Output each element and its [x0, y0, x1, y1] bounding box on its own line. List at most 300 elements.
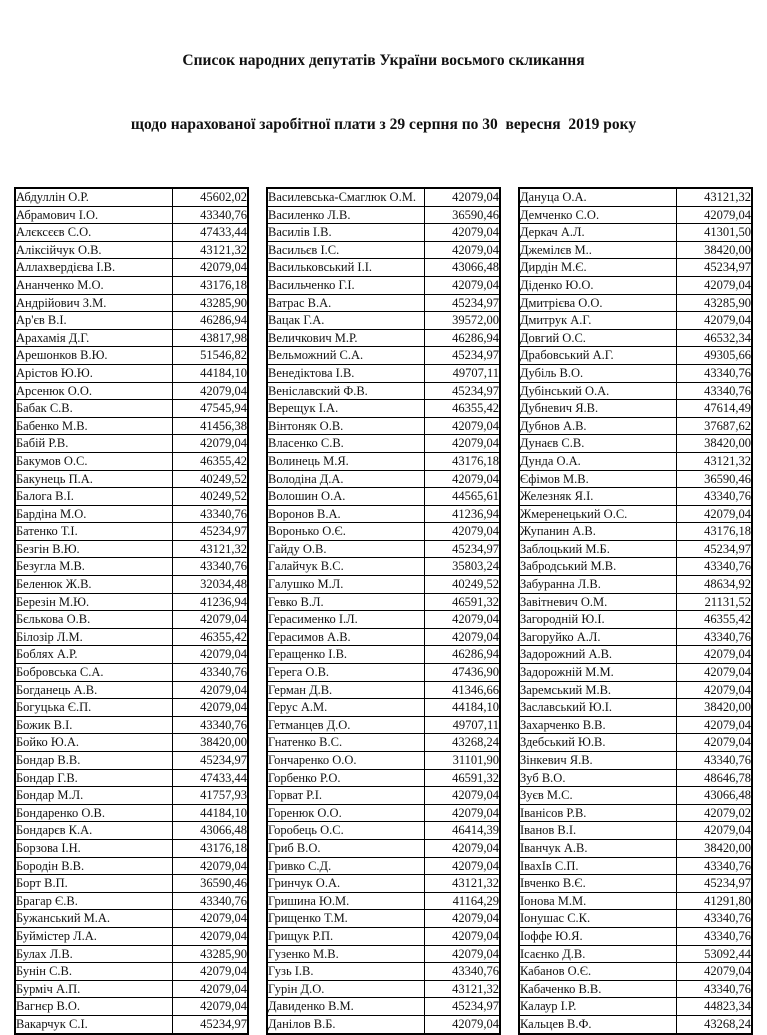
deputy-name: Березін М.Ю. — [15, 593, 173, 611]
deputy-name: Іванчук А.В. — [519, 839, 677, 857]
salary-amount: 42079,04 — [173, 927, 248, 945]
deputy-name: Дмитрук А.Г. — [519, 312, 677, 330]
deputy-name: Геращенко І.В. — [267, 646, 425, 664]
table-row — [15, 787, 248, 805]
deputy-name: Василенко Л.В. — [267, 206, 425, 224]
salary-amount: 45234,97 — [677, 875, 752, 893]
salary-amount: 43268,24 — [425, 734, 500, 752]
table-row — [519, 593, 752, 611]
deputy-name: Ананченко М.О. — [15, 276, 173, 294]
table-row — [519, 417, 752, 435]
salary-amount: 43268,24 — [677, 1015, 752, 1033]
salary-amount: 46286,94 — [425, 329, 500, 347]
salary-amount: 42079,04 — [425, 628, 500, 646]
table-row — [267, 206, 500, 224]
table-row — [15, 611, 248, 629]
salary-amount: 44565,61 — [425, 488, 500, 506]
deputy-name: Гривко С.Д. — [267, 857, 425, 875]
deputy-name: Жупанин А.В. — [519, 523, 677, 541]
salary-amount: 44184,10 — [173, 364, 248, 382]
table-row — [15, 329, 248, 347]
salary-amount: 46414,39 — [425, 822, 500, 840]
salary-amount: 42079,04 — [425, 224, 500, 242]
deputy-name: Бурміч А.П. — [15, 980, 173, 998]
deputy-name: Васильєв І.С. — [267, 241, 425, 259]
deputy-name: Герасименко І.Л. — [267, 611, 425, 629]
table-row — [519, 206, 752, 224]
deputy-name: Абдуллін О.Р. — [15, 188, 173, 206]
table-row — [519, 681, 752, 699]
deputy-name: Діденко Ю.О. — [519, 276, 677, 294]
salary-amount: 47436,90 — [425, 664, 500, 682]
deputy-name: Абрамович І.О. — [15, 206, 173, 224]
deputy-name: Вагнєр В.О. — [15, 998, 173, 1016]
table-row — [267, 294, 500, 312]
salary-amount: 43285,90 — [677, 294, 752, 312]
table-row — [267, 417, 500, 435]
table-row — [519, 470, 752, 488]
deputy-name: Дубіль В.О. — [519, 364, 677, 382]
deputy-name: Герус А.М. — [267, 699, 425, 717]
salary-amount: 43340,76 — [677, 857, 752, 875]
table-row — [519, 540, 752, 558]
deputy-name: Гнатенко В.С. — [267, 734, 425, 752]
table-row — [15, 452, 248, 470]
table-row — [267, 312, 500, 330]
deputy-name: Забродський М.В. — [519, 558, 677, 576]
deputy-name: Борзова І.Н. — [15, 839, 173, 857]
table-row — [15, 188, 248, 206]
table-row — [519, 558, 752, 576]
deputy-name: Бакумов О.С. — [15, 452, 173, 470]
table-row — [519, 910, 752, 928]
salary-amount: 42079,04 — [173, 259, 248, 277]
deputy-name: Арістов Ю.Ю. — [15, 364, 173, 382]
table-row — [519, 628, 752, 646]
deputy-name: Буймістер Л.А. — [15, 927, 173, 945]
table-row — [267, 945, 500, 963]
deputy-name: Алєксєєв С.О. — [15, 224, 173, 242]
table-row — [267, 1015, 500, 1033]
table-row — [15, 400, 248, 418]
deputy-name: Величкович М.Р. — [267, 329, 425, 347]
table-row — [15, 998, 248, 1016]
deputy-name: Балога В.І. — [15, 488, 173, 506]
salary-amount: 42079,04 — [677, 822, 752, 840]
salary-amount: 42079,04 — [173, 699, 248, 717]
salary-amount: 42079,04 — [425, 276, 500, 294]
salary-amount: 43340,76 — [677, 364, 752, 382]
salary-amount: 44184,10 — [425, 699, 500, 717]
deputy-name: Зуб В.О. — [519, 769, 677, 787]
salary-amount: 43340,76 — [173, 892, 248, 910]
salary-amount: 47545,94 — [173, 400, 248, 418]
salary-amount: 41291,80 — [677, 892, 752, 910]
table-row — [15, 857, 248, 875]
salary-amount: 45234,97 — [425, 294, 500, 312]
table-row — [15, 945, 248, 963]
deputy-name: Володіна Д.А. — [267, 470, 425, 488]
deputy-name: Борт В.П. — [15, 875, 173, 893]
deputy-name: Бунін С.В. — [15, 963, 173, 981]
deputy-name: Іонова М.М. — [519, 892, 677, 910]
deputy-name: Бєлькова О.В. — [15, 611, 173, 629]
deputy-name: Вінтоняк О.В. — [267, 417, 425, 435]
deputy-name: Герман Д.В. — [267, 681, 425, 699]
salary-amount: 43340,76 — [677, 488, 752, 506]
table-row — [519, 998, 752, 1016]
table-row — [267, 576, 500, 594]
table-row — [267, 276, 500, 294]
table-row — [15, 664, 248, 682]
deputy-name: Демченко С.О. — [519, 206, 677, 224]
deputy-name: Аллахвердієва І.В. — [15, 259, 173, 277]
salary-amount: 43340,76 — [677, 980, 752, 998]
deputy-name: Ар'єв В.І. — [15, 312, 173, 330]
deputy-name: Бабенко М.В. — [15, 417, 173, 435]
salary-amount: 45234,97 — [173, 1015, 248, 1033]
salary-amount: 49707,11 — [425, 716, 500, 734]
salary-amount: 43340,76 — [677, 927, 752, 945]
salary-amount: 45234,97 — [425, 382, 500, 400]
deputy-name: Бабій Р.В. — [15, 435, 173, 453]
salary-amount: 42079,04 — [425, 804, 500, 822]
salary-amount: 45234,97 — [677, 540, 752, 558]
table-row — [267, 857, 500, 875]
deputy-name: Зуєв М.С. — [519, 787, 677, 805]
table-row — [519, 364, 752, 382]
salary-amount: 43176,18 — [425, 452, 500, 470]
deputy-name: Білозір Л.М. — [15, 628, 173, 646]
deputy-name: Іонушас С.К. — [519, 910, 677, 928]
deputy-name: Боблях А.Р. — [15, 646, 173, 664]
salary-amount: 51546,82 — [173, 347, 248, 365]
table-row — [519, 646, 752, 664]
deputy-name: Васильковський І.І. — [267, 259, 425, 277]
salary-amount: 43340,76 — [173, 206, 248, 224]
salary-amount: 53092,44 — [677, 945, 752, 963]
salary-amount: 42079,04 — [425, 857, 500, 875]
deputy-name: Жмеренецький О.С. — [519, 505, 677, 523]
title-line-2: щодо нарахованої заробітної плати з 29 серпня по 30 вересня 2019 року — [130, 115, 637, 133]
deputy-name: Бардіна М.О. — [15, 505, 173, 523]
salary-amount: 43121,32 — [425, 980, 500, 998]
table-row — [519, 576, 752, 594]
table-row — [15, 804, 248, 822]
deputy-name: Забуранна Л.В. — [519, 576, 677, 594]
deputy-name: Іванісов Р.В. — [519, 804, 677, 822]
deputy-name: Герега О.В. — [267, 664, 425, 682]
salary-amount: 42079,04 — [425, 839, 500, 857]
table-row — [267, 875, 500, 893]
salary-amount: 36590,46 — [173, 875, 248, 893]
table-row — [15, 628, 248, 646]
table-row — [519, 224, 752, 242]
table-row — [267, 892, 500, 910]
salary-amount: 42079,04 — [677, 716, 752, 734]
deputy-name: Загородній Ю.І. — [519, 611, 677, 629]
table-row — [267, 364, 500, 382]
salary-amount: 46286,94 — [173, 312, 248, 330]
table-row — [267, 646, 500, 664]
deputy-name: Дунда О.А. — [519, 452, 677, 470]
salary-amount: 38420,00 — [677, 241, 752, 259]
salary-amount: 42079,04 — [425, 787, 500, 805]
table-row — [15, 224, 248, 242]
table-row — [267, 505, 500, 523]
table-row — [267, 822, 500, 840]
deputy-name: Кабаченко В.В. — [519, 980, 677, 998]
salary-table-3 — [518, 187, 753, 1035]
salary-amount: 46355,42 — [173, 452, 248, 470]
salary-amount: 45234,97 — [425, 998, 500, 1016]
deputy-name: Дубінський О.А. — [519, 382, 677, 400]
table-row — [15, 470, 248, 488]
deputy-name: Драбовський А.Г. — [519, 347, 677, 365]
deputy-name: Заблоцький М.Б. — [519, 540, 677, 558]
deputy-name: Іоффе Ю.Я. — [519, 927, 677, 945]
deputy-name: Здебський Ю.В. — [519, 734, 677, 752]
table-row — [15, 259, 248, 277]
table-row — [519, 312, 752, 330]
salary-amount: 49305,66 — [677, 347, 752, 365]
table-row — [15, 822, 248, 840]
salary-amount: 42079,04 — [425, 910, 500, 928]
table-row — [15, 276, 248, 294]
table-row — [267, 998, 500, 1016]
salary-amount: 45234,97 — [425, 347, 500, 365]
salary-amount: 42079,04 — [425, 1015, 500, 1033]
table-row — [267, 804, 500, 822]
deputy-name: Івченко В.Є. — [519, 875, 677, 893]
deputy-name: Богданець А.В. — [15, 681, 173, 699]
table-row — [15, 435, 248, 453]
deputy-name: Горенюк О.О. — [267, 804, 425, 822]
table-row — [15, 1015, 248, 1033]
table-row — [267, 734, 500, 752]
salary-amount: 43121,32 — [677, 188, 752, 206]
table-row — [519, 329, 752, 347]
salary-amount: 37687,62 — [677, 417, 752, 435]
salary-amount: 42079,04 — [677, 505, 752, 523]
salary-amount: 40249,52 — [173, 488, 248, 506]
deputy-name: Грищенко Т.М. — [267, 910, 425, 928]
salary-amount: 42079,04 — [173, 435, 248, 453]
deputy-name: Гетманцев Д.О. — [267, 716, 425, 734]
table-row — [15, 593, 248, 611]
deputy-name: Дануца О.А. — [519, 188, 677, 206]
table-row — [519, 734, 752, 752]
table-row — [15, 294, 248, 312]
table-row — [519, 945, 752, 963]
deputy-name: Дубнов А.В. — [519, 417, 677, 435]
table-row — [519, 804, 752, 822]
deputy-name: Арсенюк О.О. — [15, 382, 173, 400]
deputy-name: Галайчук В.С. — [267, 558, 425, 576]
deputy-name: Безгін В.Ю. — [15, 540, 173, 558]
table-row — [15, 839, 248, 857]
salary-amount: 41236,94 — [173, 593, 248, 611]
salary-amount: 43817,98 — [173, 329, 248, 347]
deputy-name: Бабак С.В. — [15, 400, 173, 418]
deputy-name: Веніславский Ф.В. — [267, 382, 425, 400]
table-row — [267, 980, 500, 998]
deputy-name: Железняк Я.І. — [519, 488, 677, 506]
salary-amount: 38420,00 — [173, 734, 248, 752]
deputy-name: Андрійович З.М. — [15, 294, 173, 312]
salary-amount: 43176,18 — [677, 523, 752, 541]
table-row — [267, 452, 500, 470]
table-row — [15, 980, 248, 998]
salary-amount: 46591,32 — [425, 593, 500, 611]
deputy-name: Гузь І.В. — [267, 963, 425, 981]
deputy-name: Бондар М.Л. — [15, 787, 173, 805]
table-row — [267, 752, 500, 770]
table-row — [519, 769, 752, 787]
salary-amount: 42079,04 — [173, 611, 248, 629]
salary-amount: 45234,97 — [173, 752, 248, 770]
deputy-name: Горбенко Р.О. — [267, 769, 425, 787]
table-row — [519, 927, 752, 945]
salary-amount: 43121,32 — [173, 540, 248, 558]
salary-amount: 42079,04 — [425, 470, 500, 488]
table-row — [15, 347, 248, 365]
table-row — [267, 927, 500, 945]
table-row — [519, 857, 752, 875]
table-row — [15, 716, 248, 734]
deputy-name: Дубневич Я.В. — [519, 400, 677, 418]
salary-amount: 42079,04 — [173, 980, 248, 998]
table-row — [15, 241, 248, 259]
table-row — [519, 382, 752, 400]
table-row — [267, 347, 500, 365]
deputy-name: Арешонков В.Ю. — [15, 347, 173, 365]
salary-amount: 42079,04 — [677, 664, 752, 682]
deputy-name: Задорожній М.М. — [519, 664, 677, 682]
table-row — [519, 839, 752, 857]
table-row — [15, 206, 248, 224]
deputy-name: Воронько О.Є. — [267, 523, 425, 541]
table-row — [519, 963, 752, 981]
deputy-name: Захарченко В.В. — [519, 716, 677, 734]
deputy-name: Герасимов А.В. — [267, 628, 425, 646]
salary-amount: 38420,00 — [677, 699, 752, 717]
table-row — [267, 593, 500, 611]
table-row — [267, 224, 500, 242]
salary-amount: 42079,04 — [173, 998, 248, 1016]
table-row — [519, 259, 752, 277]
deputy-name: Заремський М.В. — [519, 681, 677, 699]
salary-amount: 42079,04 — [425, 417, 500, 435]
salary-tables — [0, 187, 767, 1035]
table-row — [519, 611, 752, 629]
deputy-name: Беленюк Ж.В. — [15, 576, 173, 594]
table-row — [519, 699, 752, 717]
salary-amount: 46591,32 — [425, 769, 500, 787]
deputy-name: Дмитрієва О.О. — [519, 294, 677, 312]
table-row — [519, 716, 752, 734]
salary-amount: 47614,49 — [677, 400, 752, 418]
table-row — [267, 540, 500, 558]
table-row — [15, 312, 248, 330]
table-row — [267, 523, 500, 541]
salary-amount: 46532,34 — [677, 329, 752, 347]
salary-amount: 48646,78 — [677, 769, 752, 787]
salary-amount: 41346,66 — [425, 681, 500, 699]
table-row — [15, 523, 248, 541]
deputy-name: Загоруйко А.Л. — [519, 628, 677, 646]
salary-amount: 43340,76 — [677, 382, 752, 400]
salary-table-2 — [266, 187, 501, 1035]
deputy-name: Булах Л.В. — [15, 945, 173, 963]
deputy-name: Дунаєв С.В. — [519, 435, 677, 453]
table-row — [267, 435, 500, 453]
deputy-name: Ісаєнко Д.В. — [519, 945, 677, 963]
salary-amount: 41164,29 — [425, 892, 500, 910]
salary-amount: 45234,97 — [173, 523, 248, 541]
salary-amount: 43340,76 — [677, 910, 752, 928]
salary-amount: 42079,04 — [173, 963, 248, 981]
table-row — [519, 294, 752, 312]
salary-amount: 47433,44 — [173, 769, 248, 787]
salary-amount: 43121,32 — [677, 452, 752, 470]
table-row — [267, 329, 500, 347]
deputy-name: Гайду О.В. — [267, 540, 425, 558]
table-row — [15, 910, 248, 928]
salary-amount: 41301,50 — [677, 224, 752, 242]
salary-amount: 42079,04 — [425, 945, 500, 963]
salary-amount: 32034,48 — [173, 576, 248, 594]
salary-amount: 45234,97 — [677, 259, 752, 277]
deputy-name: Давиденко В.М. — [267, 998, 425, 1016]
deputy-name: Довгий О.С. — [519, 329, 677, 347]
deputy-name: Заславський Ю.І. — [519, 699, 677, 717]
deputy-name: Горобець О.С. — [267, 822, 425, 840]
table-row — [519, 488, 752, 506]
deputy-name: Бобровська С.А. — [15, 664, 173, 682]
salary-amount: 46355,42 — [173, 628, 248, 646]
deputy-name: Батенко Т.І. — [15, 523, 173, 541]
deputy-name: Бакунець П.А. — [15, 470, 173, 488]
deputy-name: Гриб В.О. — [267, 839, 425, 857]
table-row — [519, 980, 752, 998]
table-row — [15, 646, 248, 664]
deputy-name: Арахамія Д.Г. — [15, 329, 173, 347]
deputy-name: Калаур І.Р. — [519, 998, 677, 1016]
deputy-name: Брагар Є.В. — [15, 892, 173, 910]
table-row — [267, 400, 500, 418]
table-row — [15, 875, 248, 893]
salary-table-1 — [14, 187, 249, 1035]
salary-amount: 43340,76 — [173, 505, 248, 523]
deputy-name: Бужанський М.А. — [15, 910, 173, 928]
document-title — [0, 7, 767, 178]
salary-amount: 42079,04 — [677, 312, 752, 330]
salary-amount: 42079,02 — [677, 804, 752, 822]
table-row — [267, 664, 500, 682]
table-row — [267, 787, 500, 805]
salary-amount: 43340,76 — [173, 716, 248, 734]
salary-amount: 46355,42 — [425, 400, 500, 418]
salary-amount: 41236,94 — [425, 505, 500, 523]
table-row — [15, 576, 248, 594]
salary-amount: 42079,04 — [677, 963, 752, 981]
table-row — [267, 716, 500, 734]
deputy-name: Волошин О.А. — [267, 488, 425, 506]
salary-amount: 43121,32 — [173, 241, 248, 259]
salary-amount: 38420,00 — [677, 839, 752, 857]
table-row — [15, 505, 248, 523]
